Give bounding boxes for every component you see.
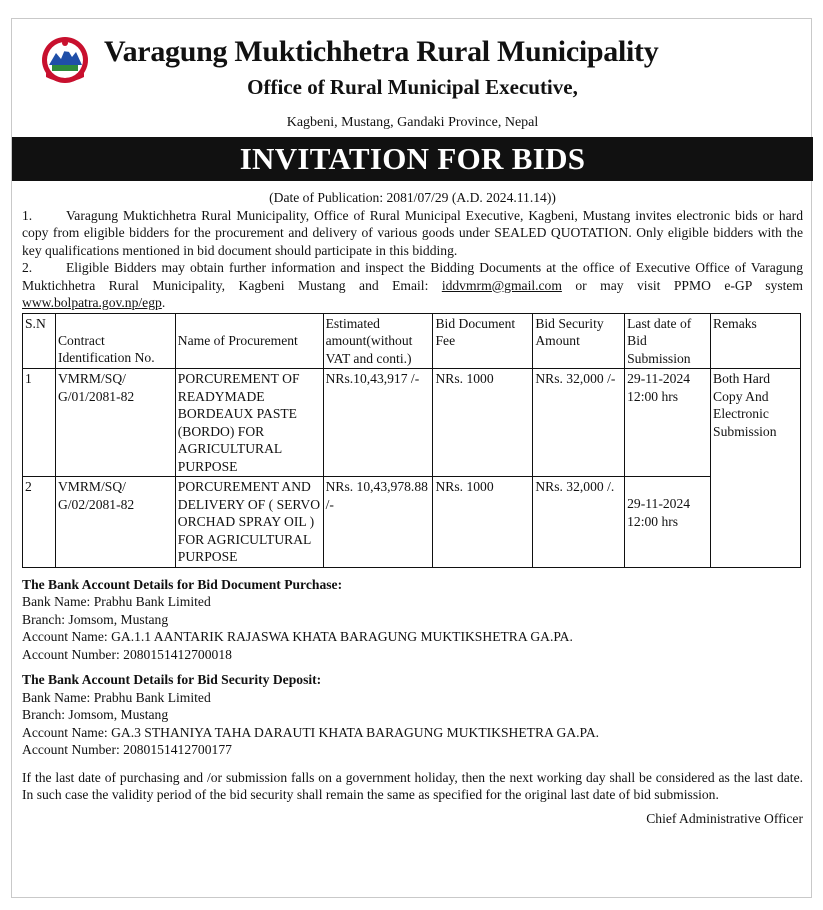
bids-table <box>22 313 801 568</box>
column-header: Bid Security Amount <box>533 313 625 369</box>
paragraph-1 <box>22 207 803 260</box>
paragraph-2 <box>22 259 803 312</box>
table-row <box>23 477 801 568</box>
holiday-note: If the last date of purchasing and /or submission falls on a government holiday, then the next working day shall be considered as the last date. In such case the validity period of the bid security shall remain the same as specified for the original last date of bid submission. <box>22 769 803 802</box>
notice-header <box>12 29 813 149</box>
notice-body <box>22 189 803 827</box>
paragraph-text: Varagung Muktichhetra Rural Municipality, Office of Rural Municipal Executive, Kagbeni, Mustang invites electronic bids or hard copy from eligible bidders for the procurement and delivery of various goods under SEALED QUOTATION. Only eligible bidders with the key qualifications mentioned in bid document should participate in this bidding. <box>22 207 803 258</box>
cell-security: NRs. 32,000 /- <box>533 369 625 477</box>
table-header-row <box>23 313 801 369</box>
email-link[interactable]: iddvmrm@gmail.com <box>441 277 562 293</box>
paragraph-text: Eligible Bidders may obtain further information and inspect the Bidding Documents at the office of Executive Office of Varagung Muktichhetra Rural Municipality, Kagbeni Mustang and Email: <box>22 260 803 293</box>
spacer <box>22 759 803 769</box>
bank-security-title: The Bank Account Details for Bid Security Deposit: <box>22 672 322 687</box>
table-row <box>23 369 801 477</box>
column-header: Contract Identification No. <box>55 313 175 369</box>
account-number: Account Number: 2080151412700177 <box>22 742 232 757</box>
paragraph-number: 2. <box>22 260 33 275</box>
cell-procurement: PORCUREMENT OF READYMADE BORDEAUX PASTE (BORDO) FOR AGRICULTURAL PURPOSE <box>175 369 323 477</box>
cell-contract: VMRM/SQ/ G/02/2081-82 <box>55 477 175 568</box>
cell-sn: 1 <box>23 369 56 477</box>
cell-estimated: NRs. 10,43,978.88 /- <box>323 477 433 568</box>
cell-last-date: 29-11-2024 12:00 hrs <box>625 369 711 477</box>
cell-procurement: PORCUREMENT AND DELIVERY OF ( SERVO ORCHAD SPRAY OIL ) FOR AGRICULTURAL PURPOSE <box>175 477 323 568</box>
bank-branch: Branch: Jomsom, Mustang <box>22 611 169 627</box>
publication-date: (Date of Publication: 2081/07/29 (A.D. 2024.11.14)) <box>269 190 556 205</box>
column-header: Remaks <box>711 313 801 369</box>
column-header: Estimated amount(without VAT and conti.) <box>323 313 433 369</box>
municipality-title: Varagung Muktichhetra Rural Municipality <box>104 35 659 68</box>
bank-name: Bank Name: Prabhu Bank Limited <box>22 594 211 609</box>
column-header: Bid Document Fee <box>433 313 533 369</box>
website-link[interactable]: www.bolpatra.gov.np/egp <box>22 295 162 310</box>
cell-last-date: 29-11-2024 12:00 hrs <box>625 477 711 568</box>
cell-estimated: NRs.10,43,917 /- <box>323 369 433 477</box>
paragraph-number: 1. <box>22 207 33 223</box>
cell-security: NRs. 32,000 /. <box>533 477 625 568</box>
cell-fee: NRs. 1000 <box>433 369 533 477</box>
bank-purchase-details <box>22 576 803 664</box>
office-address: Kagbeni, Mustang, Gandaki Province, Nepal <box>286 115 539 130</box>
cell-remarks: Both Hard Copy And Electronic Submission <box>711 369 801 568</box>
column-header: Last date of Bid Submission <box>625 313 711 369</box>
cell-sn: 2 <box>23 477 56 568</box>
bids-banner: INVITATION FOR BIDS <box>12 137 813 181</box>
bank-purchase-title: The Bank Account Details for Bid Document Purchase: <box>22 576 343 592</box>
paragraph-text: or may visit PPMO e-GP system <box>561 277 803 293</box>
notice-frame <box>11 18 812 898</box>
bank-name: Bank Name: Prabhu Bank Limited <box>22 689 211 705</box>
column-header: S.N <box>23 313 56 369</box>
signature: Chief Administrative Officer <box>646 810 803 826</box>
account-number: Account Number: 2080151412700018 <box>22 646 232 662</box>
account-name: Account Name: GA.3 STHANIYA TAHA DARAUTI KHATA BARAGUNG MUKTIKSHETRA GA.PA. <box>22 724 600 740</box>
account-name: Account Name: GA.1.1 AANTARIK RAJASWA KHATA BARAGUNG MUKTIKSHETRA GA.PA. <box>22 629 573 644</box>
bank-security-details <box>22 671 803 759</box>
cell-fee: NRs. 1000 <box>433 477 533 568</box>
paragraph-text: . <box>161 295 166 310</box>
office-title: Office of Rural Municipal Executive, <box>247 75 578 99</box>
cell-contract: VMRM/SQ/ G/01/2081-82 <box>55 369 175 477</box>
bank-branch: Branch: Jomsom, Mustang <box>22 707 169 722</box>
column-header: Name of Procurement <box>175 313 323 369</box>
